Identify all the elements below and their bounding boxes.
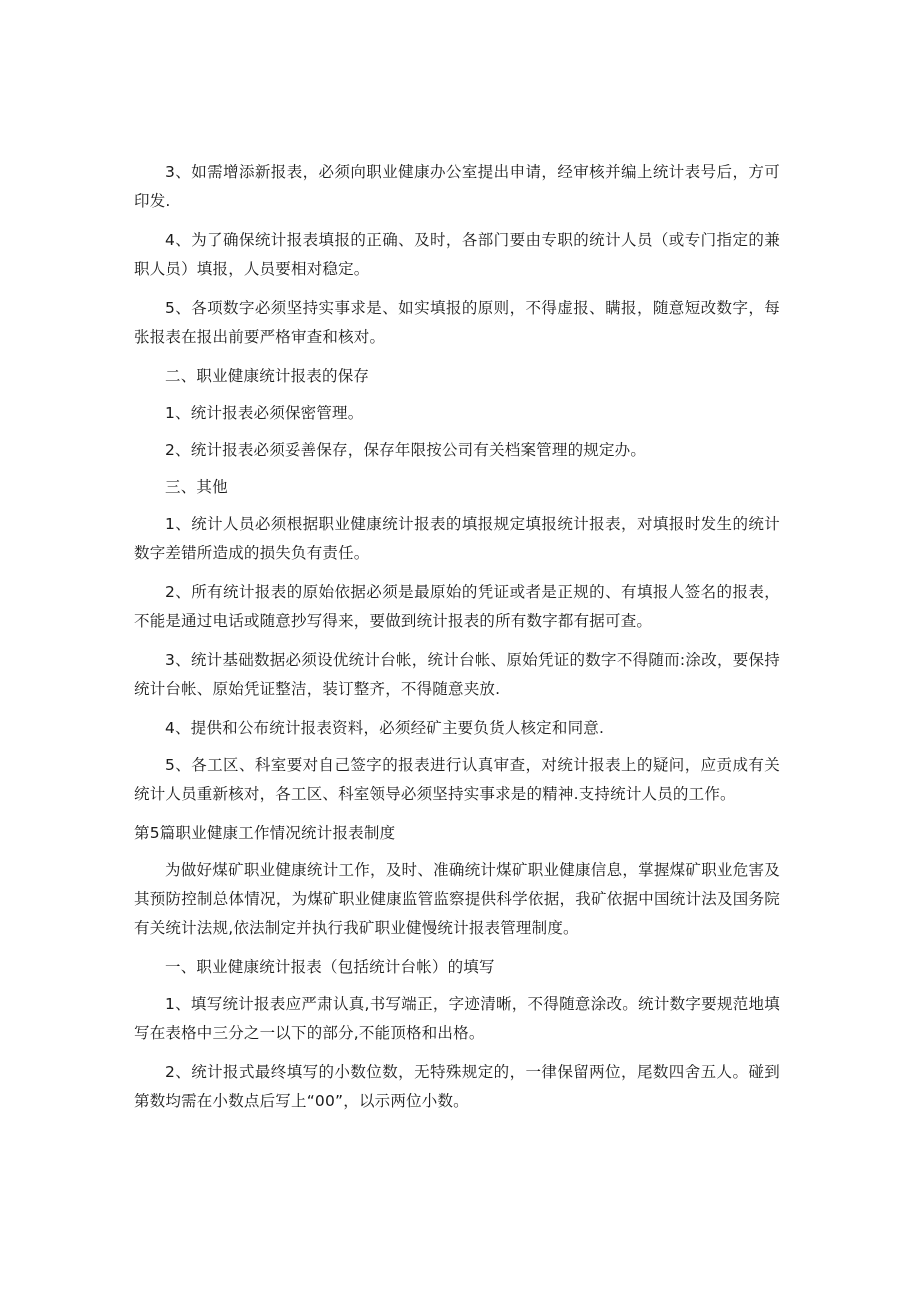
paragraph-fact-based-numbers: 5、各项数字必须坚持实事求是、如实填报的原则，不得虚报、瞒报，随意短改数字，每张报表在报出前要严格审查和核对。 [134,299,780,346]
paragraph-review-reports: 5、各工区、科室要对自己签字的报表进行认真审查，对统计报表上的疑问，应贡成有关统计人员重新核对，各工区、科室领导必须坚持实事求是的精神.支持统计人员的工作。 [134,756,780,803]
paragraph-ensure-correct-filling: 4、为了确保统计报表填报的正确、及时，各部门要由专职的统计人员（或专门指定的兼职人员）填报，人员要相对稳定。 [134,231,780,278]
paragraph-original-basis: 2、所有统计报表的原始依据必须是最原始的凭证或者是正规的、有填报人签名的报表，不能是通过电话或随意抄写得来，要做到统计报表的所有数字都有据可查。 [134,583,780,630]
chapter-title: 第5篇职业健康工作情况统计报表制度 [134,824,396,842]
paragraph-ledger-setup: 3、统计基础数据必须设优统计台帐，统计台帐、原始凭证的数字不得随而:涂改，要保持统计台帐、原始凭证整洁，装订整齐，不得随意夹放. [134,651,780,698]
paragraph-decimal-places: 2、统计报式最终填写的小数位数，无特殊规定的，一律保留两位，尾数四舍五人。碰到第数均需在小数点后写上“00”，以示两位小数。 [134,1063,780,1110]
paragraph-statistician-responsibility: 1、统计人员必须根据职业健康统计报表的填报规定填报统计报表，对填报时发生的统计数字差错所造成的损失负有责任。 [134,515,780,562]
paragraph-confidential-management: 1、统计报表必须保密管理。 [165,404,364,422]
section-heading-storage: 二、职业健康统计报表的保存 [165,367,370,385]
paragraph-proper-storage: 2、统计报表必须妥善保存，保存年限按公司有关档案管理的规定办。 [165,441,647,459]
paragraph-filling-rules: 1、填写统计报表应严肃认真,书写端正，字迹清晰，不得随意涂改。统计数字要规范地填写在表格中三分之一以下的部分,不能顶格和出格。 [134,995,780,1042]
document-body [134,158,780,1126]
paragraph-introduction: 为做好煤矿职业健康统计工作，及时、准确统计煤矿职业健康信息，掌握煤矿职业危害及其预防控制总体情况，为煤矿职业健康监管监察提供科学依据，我矿依据中国统计法及国务院有关统计法规,依法制定并执行我矿职业健慢统计报表管理制度。 [134,861,780,937]
paragraph-add-new-report: 3、如需增添新报表，必须向职业健康办公室提出申请，经审核并编上统计表号后，方可印发. [134,163,780,210]
section-heading-other: 三、其他 [165,478,228,496]
section-heading-filling: 一、职业健康统计报表（包括统计台帐）的填写 [165,958,495,976]
paragraph-publish-approval: 4、提供和公布统计报表资料，必须经矿主要负货人核定和同意. [165,719,605,737]
